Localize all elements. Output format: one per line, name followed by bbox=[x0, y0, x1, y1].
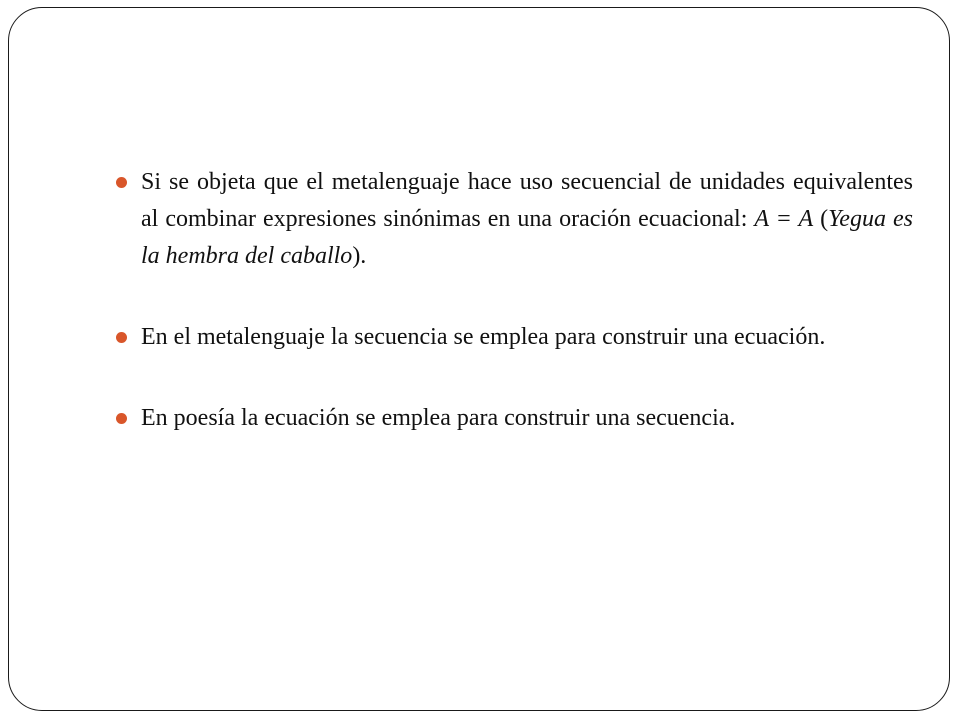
bullet-item-3 bbox=[113, 400, 913, 437]
bullet-icon bbox=[116, 177, 127, 188]
bullet-item-2 bbox=[113, 319, 913, 356]
bullet-text: En el metalenguaje la secuencia se emplea para construir una ecuación. bbox=[141, 324, 826, 350]
bullet-text: En poesía la ecuación se emplea para construir una secuencia. bbox=[141, 405, 736, 431]
bullet-item-1 bbox=[113, 164, 913, 275]
bullet-text: Si se objeta que el metalenguaje hace uso secuencial de unidades equivalentes al combinar expresiones sinónimas en una oración ecuacional: bbox=[141, 169, 913, 232]
slide-frame bbox=[8, 7, 950, 711]
close-paren: ). bbox=[352, 243, 367, 269]
example-text: Yegua es la hembra del caballo bbox=[141, 206, 913, 269]
bullet-icon bbox=[116, 413, 127, 424]
bullet-list bbox=[113, 164, 913, 437]
bullet-icon bbox=[116, 332, 127, 343]
open-paren: ( bbox=[813, 206, 829, 232]
formula-text: A = A bbox=[754, 206, 814, 232]
